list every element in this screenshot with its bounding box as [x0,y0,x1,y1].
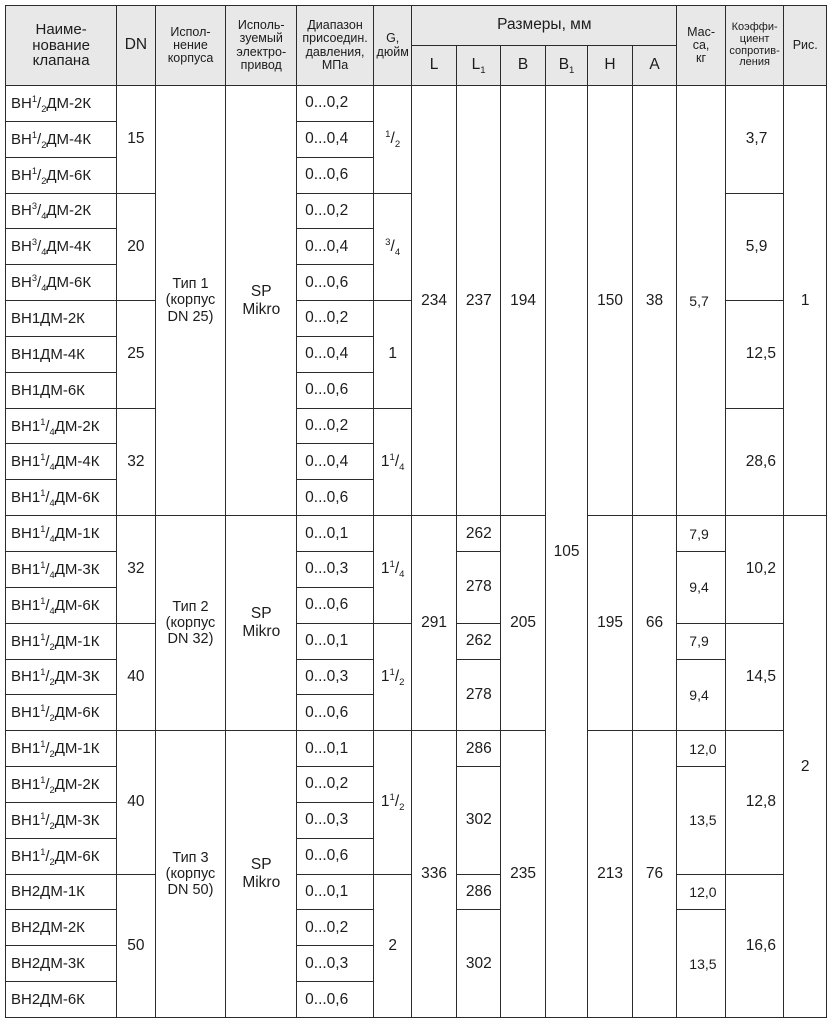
valve-name-int: 1 [31,811,41,829]
g-frac-slash: / [394,452,400,470]
g-int: 1 [380,667,390,685]
valve-name-prefix: ВН2ДМ-1К [11,883,85,901]
valve-name-int: 1 [31,668,41,686]
L-cell: 291 [412,516,456,731]
valve-name-frac-slash: / [37,202,42,220]
pressure-range-cell: 0...0,2 [297,408,374,444]
valve-name-frac-num: 1 [40,452,46,463]
valve-name-suffix: ДМ-3К [54,668,100,686]
pressure-range-cell: 0...0,1 [297,516,374,552]
g-frac-den: 4 [399,569,405,581]
table-row [6,86,827,122]
coef-cell: 12,5 [725,301,784,409]
g-frac-num: 1 [389,451,395,463]
pressure-range-cell: 0...0,2 [297,910,374,946]
valve-name-cell [6,193,117,229]
g-int: 1 [380,560,390,578]
valve-name-cell [6,229,117,265]
valve-name-frac-slash: / [45,453,50,471]
L1-cell: 302 [456,767,500,875]
valve-name-cell [6,336,117,372]
dn-cell: 50 [117,874,155,1017]
valve-name-prefix: ВН [11,668,32,686]
valve-name-frac-slash: / [45,775,50,793]
H-cell: 150 [588,86,632,516]
g-frac-slash: / [394,560,400,578]
valve-name-frac-den: 2 [49,820,55,831]
mass-cell: 7,9 [677,516,726,552]
valve-name-cell [6,516,117,552]
valve-name-cell [6,910,117,946]
L1-cell: 302 [456,910,500,1018]
valve-name-prefix: ВН [11,489,32,507]
dn-cell: 20 [117,193,155,301]
B-cell: 235 [501,731,545,1018]
valve-name-frac-slash: / [45,417,50,435]
g-frac-den: 4 [394,246,401,258]
valve-name-frac-num: 1 [40,739,46,750]
L-cell: 336 [412,731,456,1018]
valve-name-suffix: ДМ-3К [54,560,100,578]
A-cell: 38 [632,86,677,516]
header-g: G, дюйм [373,6,411,86]
g-int: 1 [380,793,390,811]
valve-name-prefix: ВН2ДМ-2К [11,919,85,937]
header-mass: Мас- са, кг [677,6,726,86]
valve-name-frac-num: 1 [40,703,46,714]
g-frac-slash: / [394,667,400,685]
valve-name-cell [6,372,117,408]
valve-name-suffix: ДМ-2К [46,94,92,112]
g-cell [373,623,411,731]
pressure-range-cell: 0...0,2 [297,86,374,122]
valve-name-cell [6,767,117,803]
housing-line1: Тип 2 [172,598,209,615]
valve-name-int: 1 [31,489,41,507]
drive-line2: Mikro [242,874,281,892]
valve-name-frac-num: 1 [40,667,46,678]
dn-cell: 32 [117,516,155,624]
table-body [6,86,827,1018]
valve-name-frac-num: 1 [31,129,38,140]
valve-name-cell [6,874,117,910]
header-B1 [545,46,587,86]
valve-name-suffix: ДМ-1К [54,525,100,543]
valve-name-frac-slash: / [45,632,50,650]
valve-name-frac-den: 2 [41,175,47,186]
valve-name-frac-num: 3 [31,237,38,248]
g-cell [373,86,411,194]
coef-cell: 5,9 [725,193,784,301]
L1-cell: 262 [456,516,500,552]
g-int: 1 [388,345,397,363]
dn-cell: 15 [117,86,155,194]
valve-name-prefix: ВН [11,417,32,435]
g-cell [373,193,411,301]
mass-cell: 12,0 [677,731,726,767]
pressure-range-cell: 0...0,1 [297,874,374,910]
valve-name-suffix: ДМ-2К [54,417,100,435]
housing-line2: (корпус [165,615,216,632]
valve-name-cell [6,659,117,695]
coef-cell: 12,8 [725,731,784,874]
pressure-range-cell: 0...0,6 [297,695,374,731]
valve-name-frac-num: 1 [40,631,46,642]
coef-cell: 3,7 [725,86,784,194]
valve-name-frac-num: 1 [40,488,46,499]
g-frac-den: 2 [399,802,405,814]
valve-name-cell [6,695,117,731]
g-cell [373,408,411,516]
housing-line2: (корпус [165,292,216,309]
g-frac-slash: / [390,130,395,148]
valve-name-int: 1 [31,632,41,650]
header-B1-sub: 1 [569,65,575,77]
valve-name-frac-den: 4 [41,283,47,294]
header-pressure: Диапазон присоедин. давления, МПа [297,6,374,86]
valve-name-suffix: ДМ-6К [54,596,100,614]
valve-name-frac-den: 2 [49,784,55,795]
valve-name-frac-den: 4 [41,211,47,222]
valve-name-frac-den: 2 [49,713,55,724]
valve-name-frac-den: 2 [41,103,47,114]
valve-name-prefix: ВН [11,238,32,256]
valve-name-frac-num: 1 [31,165,38,176]
valve-name-suffix: ДМ-6К [46,274,92,292]
pressure-range-cell: 0...0,4 [297,229,374,265]
valve-name-prefix: ВН [11,811,32,829]
valve-name-prefix: ВН2ДМ-3К [11,955,85,973]
valve-name-cell [6,731,117,767]
valve-name-frac-num: 1 [40,559,46,570]
header-name: Наиме- нование клапана [6,6,117,86]
mass-cell: 12,0 [677,874,726,910]
valve-name-int: 1 [31,453,41,471]
valve-name-frac-num: 1 [40,810,46,821]
header-fig: Рис. [784,6,827,86]
pressure-range-cell: 0...0,6 [297,838,374,874]
valve-name-prefix: ВН [11,704,32,722]
mass-cell: 7,9 [677,623,726,659]
pressure-range-cell: 0...0,3 [297,659,374,695]
dn-cell: 32 [117,408,155,516]
pressure-range-cell: 0...0,4 [297,444,374,480]
valve-name-prefix: ВН1ДМ-2К [11,309,85,327]
fig-cell: 1 [784,86,827,516]
valve-name-frac-den: 4 [41,247,47,258]
valve-name-cell [6,265,117,301]
g-int: 2 [388,936,397,954]
valve-name-frac-den: 2 [49,856,55,867]
g-cell [373,301,411,409]
drive-line1: SP [250,605,272,623]
valve-name-suffix: ДМ-4К [46,130,92,148]
drive-line2: Mikro [242,300,281,318]
header-B1-main: B [558,56,570,74]
housing-cell [155,731,226,1018]
coef-cell: 16,6 [725,874,784,1017]
valve-name-prefix: ВН [11,274,32,292]
valve-name-cell [6,982,117,1018]
dn-cell: 25 [117,301,155,409]
mass-cell: 9,4 [677,659,726,731]
valve-name-prefix: ВН [11,847,32,865]
valve-name-cell [6,408,117,444]
B-cell: 194 [501,86,545,516]
mass-cell: 9,4 [677,551,726,623]
valve-name-suffix: ДМ-4К [46,238,92,256]
pressure-range-cell: 0...0,4 [297,121,374,157]
housing-line2: (корпус [165,865,216,882]
valve-name-prefix: ВН [11,525,32,543]
valve-name-frac-den: 4 [49,534,55,545]
header-drive: Исполь- зуемый электро- привод [226,6,297,86]
valve-name-frac-den: 4 [49,569,55,580]
H-cell: 213 [588,731,632,1018]
valve-name-cell [6,551,117,587]
mass-cell: 5,7 [677,86,726,516]
valve-name-frac-num: 1 [40,774,46,785]
valve-name-prefix: ВН [11,130,32,148]
g-cell [373,731,411,874]
header-coef: Коэффи- циент сопротив- ления [725,6,784,86]
header-dims: Размеры, мм [412,6,677,46]
g-frac-num: 1 [385,129,391,141]
L1-cell: 237 [456,86,500,516]
valve-name-frac-den: 2 [49,641,55,652]
header-H: H [588,46,632,86]
valve-name-frac-den: 2 [41,139,47,150]
valve-name-int: 1 [31,704,41,722]
pressure-range-cell: 0...0,6 [297,982,374,1018]
valve-name-prefix: ВН [11,740,32,758]
valve-name-cell [6,121,117,157]
coef-cell: 28,6 [725,408,784,516]
valve-name-cell [6,157,117,193]
valve-name-frac-num: 1 [31,93,38,104]
drive-line2: Mikro [242,623,281,641]
g-cell [373,516,411,624]
valve-name-frac-slash: / [45,811,50,829]
housing-cell [155,86,226,516]
valve-name-frac-num: 3 [31,273,38,284]
header-L1-sub: 1 [480,65,486,77]
housing-cell [155,516,226,731]
pressure-range-cell: 0...0,1 [297,623,374,659]
drive-cell [226,86,297,516]
housing-line3: DN 32) [167,631,214,648]
g-frac-num: 1 [389,666,395,678]
valve-name-prefix: ВН [11,632,32,650]
valve-name-suffix: ДМ-6К [54,489,100,507]
pressure-range-cell: 0...0,6 [297,480,374,516]
valve-name-cell [6,301,117,337]
A-cell: 66 [632,516,677,731]
header-L1 [456,46,500,86]
valve-name-frac-slash: / [45,489,50,507]
pressure-range-cell: 0...0,3 [297,802,374,838]
table-row [6,731,827,767]
coef-cell: 14,5 [725,623,784,731]
valve-name-frac-den: 4 [49,426,55,437]
g-frac-slash: / [394,793,400,811]
valve-name-frac-slash: / [37,130,42,148]
valve-name-cell [6,444,117,480]
valve-name-frac-den: 4 [49,605,55,616]
valve-name-suffix: ДМ-3К [54,811,100,829]
g-frac-num: 3 [385,236,391,248]
valve-name-int: 1 [31,847,41,865]
B1-cell: 105 [545,86,587,1018]
header-L1-main: L [471,56,481,74]
valve-name-cell [6,838,117,874]
valve-name-int: 1 [31,417,41,435]
valve-name-suffix: ДМ-1К [54,632,100,650]
g-frac-den: 4 [399,461,405,473]
pressure-range-cell: 0...0,6 [297,372,374,408]
g-frac-num: 1 [389,792,395,804]
H-cell: 195 [588,516,632,731]
valve-name-cell [6,802,117,838]
g-int: 1 [380,452,390,470]
L1-cell: 262 [456,623,500,659]
g-cell [373,874,411,1017]
header-A: A [632,46,677,86]
drive-line1: SP [250,856,272,874]
header-L: L [412,46,456,86]
dn-cell: 40 [117,731,155,874]
valve-name-prefix: ВН [11,94,32,112]
valve-name-frac-slash: / [45,668,50,686]
drive-line1: SP [250,282,272,300]
pressure-range-cell: 0...0,1 [297,731,374,767]
dn-cell: 40 [117,623,155,731]
valve-name-suffix: ДМ-2К [46,202,92,220]
valve-name-int: 1 [31,560,41,578]
valve-name-int: 1 [31,775,41,793]
pressure-range-cell: 0...0,2 [297,301,374,337]
pressure-range-cell: 0...0,2 [297,767,374,803]
valve-name-frac-num: 1 [40,416,46,427]
valve-name-prefix: ВН1ДМ-6К [11,381,85,399]
valve-name-frac-slash: / [45,560,50,578]
valve-name-prefix: ВН [11,775,32,793]
mass-cell: 13,5 [677,767,726,875]
fig-cell: 2 [784,516,827,1018]
table-row [6,516,827,552]
L-cell: 234 [412,86,456,516]
valve-name-frac-num: 3 [31,201,38,212]
g-frac-slash: / [390,237,395,255]
header-B: B [501,46,545,86]
valve-name-suffix: ДМ-2К [54,775,100,793]
housing-line1: Тип 1 [172,276,209,293]
housing-line3: DN 25) [167,308,214,325]
valve-name-prefix: ВН1ДМ-4К [11,345,85,363]
valve-name-prefix: ВН [11,202,32,220]
valve-name-suffix: ДМ-1К [54,740,100,758]
valve-name-prefix: ВН [11,166,32,184]
pressure-range-cell: 0...0,3 [297,551,374,587]
valve-name-cell [6,480,117,516]
g-frac-den: 2 [394,139,401,151]
valve-name-cell [6,623,117,659]
valve-name-frac-num: 1 [40,846,46,857]
L1-cell: 286 [456,731,500,767]
valve-name-frac-den: 4 [49,498,55,509]
g-frac-den: 2 [399,677,405,689]
valve-name-int: 1 [31,740,41,758]
header-dn: DN [117,6,155,86]
valve-name-frac-slash: / [45,847,50,865]
valve-spec-table [5,5,827,1018]
valve-name-prefix: ВН [11,453,32,471]
pressure-range-cell: 0...0,4 [297,336,374,372]
valve-name-frac-slash: / [37,238,42,256]
valve-name-frac-den: 2 [49,677,55,688]
pressure-range-cell: 0...0,3 [297,946,374,982]
drive-cell [226,516,297,731]
valve-name-suffix: ДМ-6К [54,704,100,722]
valve-name-prefix: ВН [11,560,32,578]
pressure-range-cell: 0...0,2 [297,193,374,229]
coef-cell: 10,2 [725,516,784,624]
valve-name-suffix: ДМ-6К [46,166,92,184]
valve-name-int: 1 [31,596,41,614]
valve-name-frac-slash: / [45,596,50,614]
housing-line3: DN 50) [167,882,214,899]
L1-cell: 286 [456,874,500,910]
valve-name-int: 1 [31,525,41,543]
valve-name-suffix: ДМ-4К [54,453,100,471]
valve-name-prefix: ВН2ДМ-6К [11,991,85,1009]
B-cell: 205 [501,516,545,731]
header-housing: Испол- нение корпуса [155,6,226,86]
mass-cell: 13,5 [677,910,726,1018]
valve-name-frac-num: 1 [40,595,46,606]
valve-name-frac-num: 1 [40,524,46,535]
valve-name-frac-slash: / [37,94,42,112]
housing-line1: Тип 3 [172,849,209,866]
g-frac-num: 1 [389,559,395,571]
drive-cell [226,731,297,1018]
valve-name-frac-slash: / [37,166,42,184]
pressure-range-cell: 0...0,6 [297,587,374,623]
valve-name-prefix: ВН [11,596,32,614]
valve-name-frac-den: 2 [49,749,55,760]
L1-cell: 278 [456,551,500,623]
pressure-range-cell: 0...0,6 [297,157,374,193]
valve-name-suffix: ДМ-6К [54,847,100,865]
L1-cell: 278 [456,659,500,731]
valve-name-cell [6,587,117,623]
pressure-range-cell: 0...0,6 [297,265,374,301]
valve-name-frac-slash: / [45,740,50,758]
valve-name-cell [6,86,117,122]
valve-name-frac-slash: / [45,704,50,722]
valve-name-frac-den: 4 [49,462,55,473]
valve-name-cell [6,946,117,982]
A-cell: 76 [632,731,677,1018]
valve-name-frac-slash: / [45,525,50,543]
valve-name-frac-slash: / [37,274,42,292]
